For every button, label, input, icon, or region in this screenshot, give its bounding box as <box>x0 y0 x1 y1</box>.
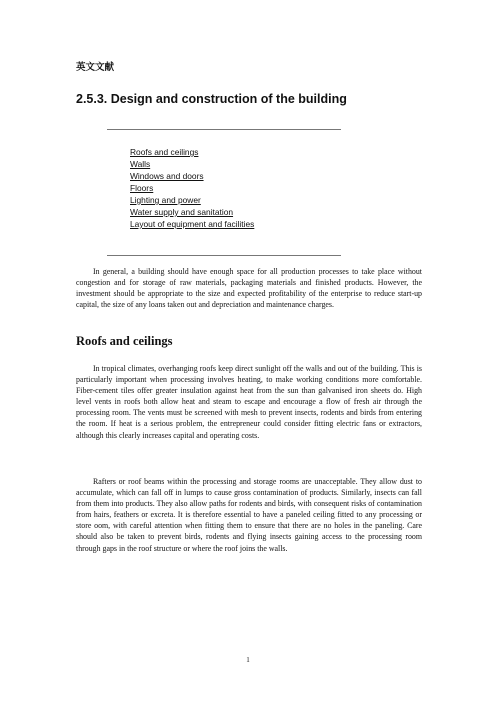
toc-link-water-supply-and-sanitation[interactable]: Water supply and sanitation <box>130 207 234 217</box>
roofs-paragraph-1: In tropical climates, overhanging roofs keep direct sunlight off the walls and out of the building. This is particularly important when processing involves heating, to make working conditions more comfortable. Fiber-cement tiles offer greater insulation against heat from the sun than galvanised iron sheets do. High level vents in roofs both allow heat and steam to escape and encourage a flow of fresh air through the processing room. The vents must be screened with mesh to prevent insects, rodents and birds from entering the room. If heat is a serious problem, the entrepreneur could consider fitting electric fans or extractors, although this clearly increases capital and operating costs. <box>76 364 422 440</box>
roofs-heading: Roofs and ceilings <box>76 334 173 348</box>
toc-link-walls[interactable]: Walls <box>130 159 151 169</box>
intro-paragraph: In general, a building should have enough space for all production processes to take place without congestion and for storage of raw materials, packaging materials and finished products. However, the investment should be appropriate to the size and expected profitability of the enterprise to reduce start-up capital, the size of any loans taken out and depreciation and maintenance charges. <box>76 267 422 310</box>
table-of-contents <box>130 146 254 230</box>
page-header-label: 英文文献 <box>76 62 115 73</box>
toc-bottom-divider <box>107 255 341 256</box>
toc-link-layout-of-equipment[interactable]: Layout of equipment and facilities <box>130 219 255 229</box>
toc-link-roofs-and-ceilings[interactable]: Roofs and ceilings <box>130 147 199 157</box>
roofs-paragraph-2: Rafters or roof beams within the processing and storage rooms are unacceptable. They allow dust to accumulate, which can fall off in lumps to cause gross contamination of products. Similarly, insects can fall from them into products. They also allow paths for rodents and birds, with consequent risks of contamination from hairs, feathers or excreta. It is therefore essential to have a paneled ceiling fitted to any processing or store oom, with careful attention when fitting them to ensure that there are no holes in the paneling. Care should also be taken to prevent birds, rodents and flying insects gaining access to the processing room through gaps in the roof structure or where the roof joins the walls. <box>76 477 422 553</box>
toc-link-windows-and-doors[interactable]: Windows and doors <box>130 171 204 181</box>
toc-link-lighting-and-power[interactable]: Lighting and power <box>130 195 201 205</box>
section-title: 2.5.3. Design and construction of the building <box>76 92 347 106</box>
toc-top-divider <box>107 129 341 130</box>
page-number: 1 <box>246 656 250 664</box>
toc-link-floors[interactable]: Floors <box>130 183 154 193</box>
